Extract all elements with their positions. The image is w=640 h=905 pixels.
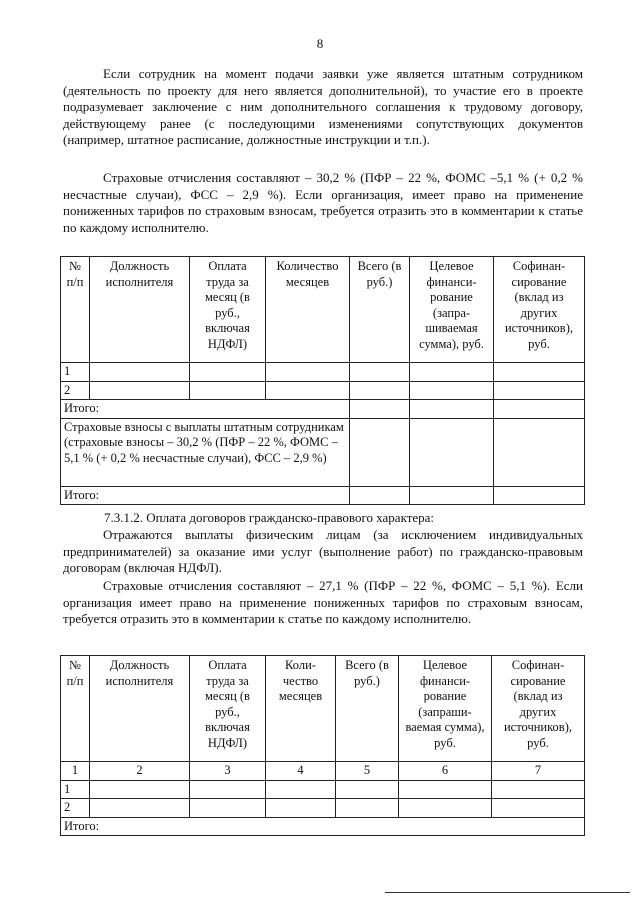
row-number: 2 <box>61 381 90 400</box>
header-monthly-pay: Оплата труда за месяц (в руб., включая НДФЛ) <box>190 656 266 762</box>
header-target-funding: Целевое финанси-рование (запра-шиваемая сумма), руб. <box>410 257 494 363</box>
row-number: 2 <box>61 799 90 818</box>
insurance-label: Страховые взносы с выплаты штатным сотрудникам (страховые взносы – 30,2 % (ПФР – 22 %, ФОМС – 5,1 % (+ 0,2 % несчастные случаи), ФСС – 2,9 %) <box>61 418 350 486</box>
page-number: 8 <box>316 36 324 51</box>
table-row <box>61 780 585 799</box>
total-label: Итого: <box>61 486 350 505</box>
column-number: 7 <box>492 762 585 781</box>
table-header-row <box>61 257 585 363</box>
table-header-row <box>61 656 585 762</box>
table-insurance-row <box>61 418 585 486</box>
table-civil-contracts <box>60 655 585 836</box>
paragraph-insurance-civil: Страховые отчисления составляют – 27,1 % (ПФР – 22 %, ФОМС – 5,1 %). Если организация имеет право на применение пониженных тарифов по страховым взносам, требуется отразить это в комментарии к статье по каждому исполнителю. <box>63 578 583 626</box>
header-number: № п/п <box>61 257 90 363</box>
column-number: 4 <box>266 762 336 781</box>
table-total-row <box>61 400 585 419</box>
header-cofunding: Софинан-сирование (вклад из других источников), руб. <box>492 656 585 762</box>
table-row <box>61 363 585 382</box>
table-row <box>61 381 585 400</box>
header-months: Коли-чество месяцев <box>266 656 336 762</box>
row-number: 1 <box>61 363 90 382</box>
table-staff-salary <box>60 256 585 505</box>
header-months: Количество месяцев <box>266 257 350 363</box>
paragraph-reflected: Отражаются выплаты физическим лицам (за исключением индивидуальных предпринимателей) за оказание ими услуг (выполнение работ) по гражданско-правовым договорам (включая НДФЛ). <box>63 527 583 575</box>
column-number-row <box>61 762 585 781</box>
header-position: Должность исполнителя <box>90 656 190 762</box>
column-number: 1 <box>61 762 90 781</box>
table-total-row <box>61 817 585 836</box>
header-cofunding: Софинан-сирование (вклад из других источников), руб. <box>494 257 585 363</box>
column-number: 3 <box>190 762 266 781</box>
footer-rule <box>385 892 630 893</box>
header-position: Должность исполнителя <box>90 257 190 363</box>
header-monthly-pay: Оплата труда за месяц (в руб., включая НДФЛ) <box>190 257 266 363</box>
header-total: Всего (в руб.) <box>336 656 399 762</box>
row-number: 1 <box>61 780 90 799</box>
header-target-funding: Целевое финанси-рование (запраши-ваемая сумма), руб. <box>399 656 492 762</box>
column-number: 2 <box>90 762 190 781</box>
section-heading: 7.3.1.2. Оплата договоров гражданско-правового характера: <box>104 510 435 525</box>
header-total: Всего (в руб.) <box>350 257 410 363</box>
paragraph-insurance-staff: Страховые отчисления составляют – 30,2 % (ПФР – 22 %, ФОМС –5,1 % (+ 0,2 % несчастные случаи), ФСС – 2,9 %). Если организация, имеет право на применение пониженных тарифов по страховым взносам, требуется отразить это в комментарии к статье по каждому исполнителю. <box>63 170 583 235</box>
total-label: Итого: <box>61 817 585 836</box>
table-total-row <box>61 486 585 505</box>
paragraph-employee: Если сотрудник на момент подачи заявки уже является штатным сотрудником (деятельность по проекту для него является дополнительной), то участие его в проекте подразумевает заключение с ним дополнительного соглашения к трудовому договору, действующему ранее (с последующими изменениями сопутствующих документов (например, штатное расписание, должностные инструкции и т.п.). <box>63 66 583 147</box>
header-number: № п/п <box>61 656 90 762</box>
column-number: 6 <box>399 762 492 781</box>
column-number: 5 <box>336 762 399 781</box>
total-label: Итого: <box>61 400 350 419</box>
table-row <box>61 799 585 818</box>
